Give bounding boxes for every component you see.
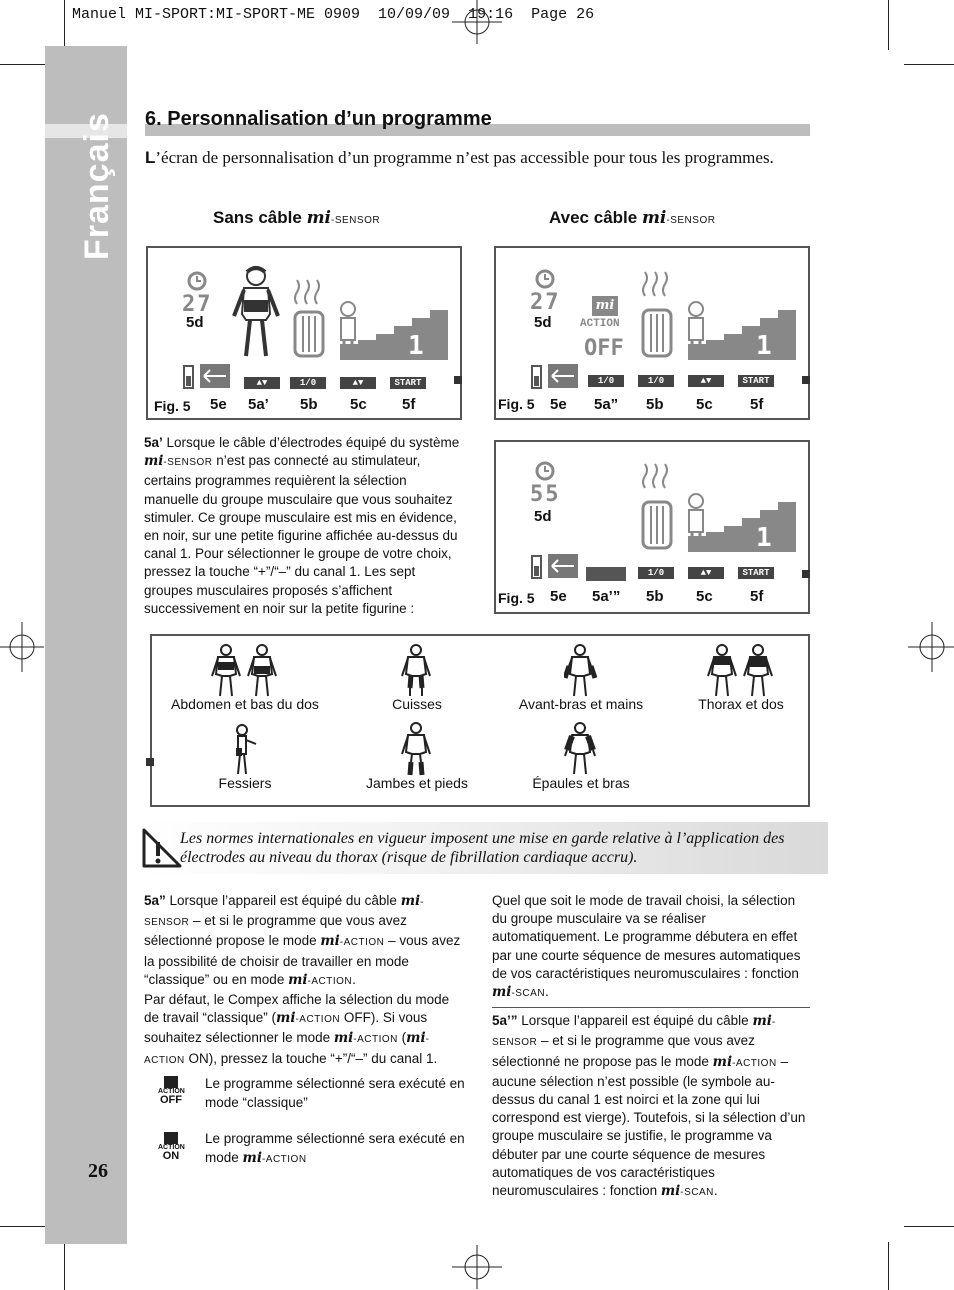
warning-text: Les normes internationales en vigueur imposent une mise en garde relative à l’application des électrodes au niveau du thorax (risque de fibrillation cardiaque accru). (180, 830, 785, 866)
paragraph-5a-prime: 5a’ Lorsque le câble d’électrodes équipé du système mi-SENSOR n’est pas connecté au stimulateur, certains programmes requièrent la sélection manuelle du groupe musculaire que vous souhaitez stimuler. Ce groupe musculaire est mis en évidence, en noir, sur une petite figurine affichée au-dessus du canal 1. Pour sélectionner le groupe de votre choix, pressez la touche “+”/“–” du canal 1. Les sept groupes musculaires proposés s’affichent successivement en noir sur la petite figurine : (144, 435, 460, 616)
label-5f: 5f (750, 396, 764, 413)
channel-number: 1 (756, 331, 772, 360)
screen-notch (802, 376, 810, 384)
section-title: 6. Personnalisation d’un programme (145, 108, 492, 130)
heat-waves-icon (293, 278, 327, 358)
blank-channel-zone (586, 567, 626, 581)
crop-mark (64, 1242, 65, 1290)
paragraph-5a-triple: 5a’” Lorsque l’appareil est équipé du câble mi-SENSOR – et si le programme que vous avez sélectionné ne propose pas le mode mi-ACTION – aucune sélection n’est possible (le symbole au-dessus du canal 1 est noirci et la zone qui lui correspond est vierge). Toutefois, si la sélection d’un groupe musculaire se justifie, le programme va débuter par une courte séquence de mesures automatiques de vos caractéristiques neuromusculaires : fonction mi-SCAN. (492, 1013, 806, 1200)
mi-logo-icon: mi (592, 296, 618, 316)
crop-mark (64, 0, 65, 50)
label-5d: 5d (534, 314, 552, 331)
start-button: START (738, 375, 774, 387)
crop-mark (888, 1242, 889, 1290)
language-label: Français (78, 112, 116, 260)
label-5b: 5b (646, 396, 664, 413)
battery-back-icon (182, 362, 232, 390)
onoff-button: 1/0 (638, 567, 674, 579)
lcd-screen-no-cable (146, 246, 462, 420)
divider (492, 1007, 810, 1008)
intro-text: ’écran de personnalisation d’un programme n’est pas accessible pour tous les programmes. (155, 148, 774, 167)
screen-notch (454, 376, 462, 384)
timer-value: 27 (182, 292, 213, 317)
dropcap: L (145, 148, 156, 167)
crop-mark (0, 1226, 50, 1227)
forearms-figure-icon (564, 644, 598, 698)
label-5a-triple: 5a’” (592, 588, 621, 605)
action-on-icon: ACTION ON (158, 1132, 184, 1162)
action-off-icon: ACTION OFF (158, 1076, 184, 1106)
start-button: START (390, 377, 426, 389)
clock-icon (534, 460, 556, 482)
mode-word: ACTION (580, 318, 620, 330)
label-5d: 5d (534, 508, 552, 525)
box-notch (146, 758, 154, 766)
lcd-screen-with-cable-no-action (494, 440, 810, 614)
label-5f: 5f (402, 396, 416, 413)
legs-figure-icon (400, 722, 434, 776)
label-5d: 5d (186, 314, 204, 331)
mode-state: OFF (584, 336, 624, 361)
thorax-figures-icon (706, 644, 776, 698)
muscle-label-forearms: Avant-bras et mains (518, 696, 644, 712)
label-5e: 5e (550, 396, 567, 413)
updown-button: ▲▼ (340, 377, 376, 389)
crop-mark (904, 64, 954, 65)
registration-target-icon (452, 1245, 502, 1290)
label-5c: 5c (696, 396, 713, 413)
heading-with-cable: Avec câble mi-SENSOR (549, 208, 716, 228)
updown-button: ▲▼ (688, 567, 724, 579)
fig-label: Fig. 5 (498, 590, 535, 606)
intro-paragraph (145, 146, 805, 169)
label-5f: 5f (750, 588, 764, 605)
crop-mark (0, 64, 50, 65)
label-5e: 5e (550, 588, 567, 605)
paragraph-5a-double: 5a” Lorsque l’appareil est équipé du câble mi-SENSOR – et si le programme que vous avez sélectionné propose le mode mi-ACTION – vous avez la possibilité de choisir de travailler en mode “classique” ou en mode mi-ACTION. Par défaut, le Compex affiche la sélection du mode de travail “classique” (mi-ACTION OFF). Si vous souhaitez sélectionner le mode mi-ACTION (mi-ACTION ON), pressez la touche “+”/“–” du canal 1. (144, 893, 461, 1066)
heat-waves-icon (641, 462, 675, 550)
muscle-label-thorax: Thorax et dos (698, 696, 784, 712)
label-5a-double: 5a” (594, 396, 619, 413)
onoff-button: 1/0 (588, 375, 624, 387)
mode-item-off: Le programme sélectionné sera exécuté en mode “classique” (205, 1076, 465, 1110)
mode-item-on: Le programme sélectionné sera exécuté en mode mi-ACTION (205, 1131, 465, 1166)
crop-mark (888, 0, 889, 50)
muscle-label-thighs: Cuisses (392, 696, 442, 712)
heading-without-cable: Sans câble mi-SENSOR (213, 208, 381, 228)
registration-target-icon (0, 622, 45, 672)
right-column (492, 892, 810, 1202)
muscle-label-shoulders: Épaules et bras (532, 775, 630, 791)
thighs-figure-icon (400, 644, 434, 698)
onoff-button: 1/0 (290, 377, 326, 389)
label-5a-prime: 5a’ (248, 396, 269, 413)
heat-waves-icon (641, 270, 675, 358)
intensity-stairs-icon (688, 310, 796, 360)
screen-notch (802, 570, 810, 578)
registration-target-icon (908, 622, 954, 672)
timer-value: 27 (530, 290, 561, 315)
intensity-stairs-icon (340, 310, 448, 360)
label-5e: 5e (210, 396, 227, 413)
start-button: START (738, 567, 774, 579)
muscle-label-buttocks: Fessiers (218, 775, 272, 791)
crop-mark (904, 1226, 954, 1227)
registration-target-icon (452, 0, 502, 45)
abdomen-figures-icon (210, 644, 280, 698)
channel-number: 1 (408, 331, 424, 360)
fig-label: Fig. 5 (498, 396, 535, 412)
label-5c: 5c (696, 588, 713, 605)
muscle-label-legs: Jambes et pieds (366, 775, 468, 791)
muscle-label-abdomen: Abdomen et bas du dos (171, 696, 319, 712)
channel-number: 1 (756, 523, 772, 552)
clock-icon (186, 270, 208, 292)
intensity-stairs-icon (688, 502, 796, 552)
paragraph-auto-selection: Quel que soit le mode de travail choisi, la sélection du groupe musculaire va se réaliser automatiquement. Le programme débutera en effet par une courte séquence de mesures automatiques de vos caractéristiques neuromusculaires : fonction mi-SCAN. (492, 893, 801, 1001)
print-header: Manuel MI-SPORT:MI-SPORT-ME 0909 10/09/09 19:16 Page 26 (72, 6, 595, 23)
label-5b: 5b (300, 396, 318, 413)
label-5b: 5b (646, 588, 664, 605)
timer-value: 55 (530, 482, 561, 507)
fig-label: Fig. 5 (154, 398, 191, 414)
buttocks-figure-icon (230, 724, 260, 776)
battery-back-icon (530, 362, 580, 390)
body-figure-icon (226, 264, 286, 360)
battery-back-icon (530, 552, 580, 580)
onoff-button: 1/0 (638, 375, 674, 387)
updown-button: ▲▼ (244, 377, 280, 389)
clock-icon (534, 268, 556, 290)
page-number: 26 (88, 1160, 108, 1182)
lcd-screen-with-cable (494, 246, 810, 420)
label-5c: 5c (350, 396, 367, 413)
shoulders-figure-icon (564, 722, 598, 776)
updown-button: ▲▼ (688, 375, 724, 387)
muscle-groups-box (150, 634, 810, 807)
